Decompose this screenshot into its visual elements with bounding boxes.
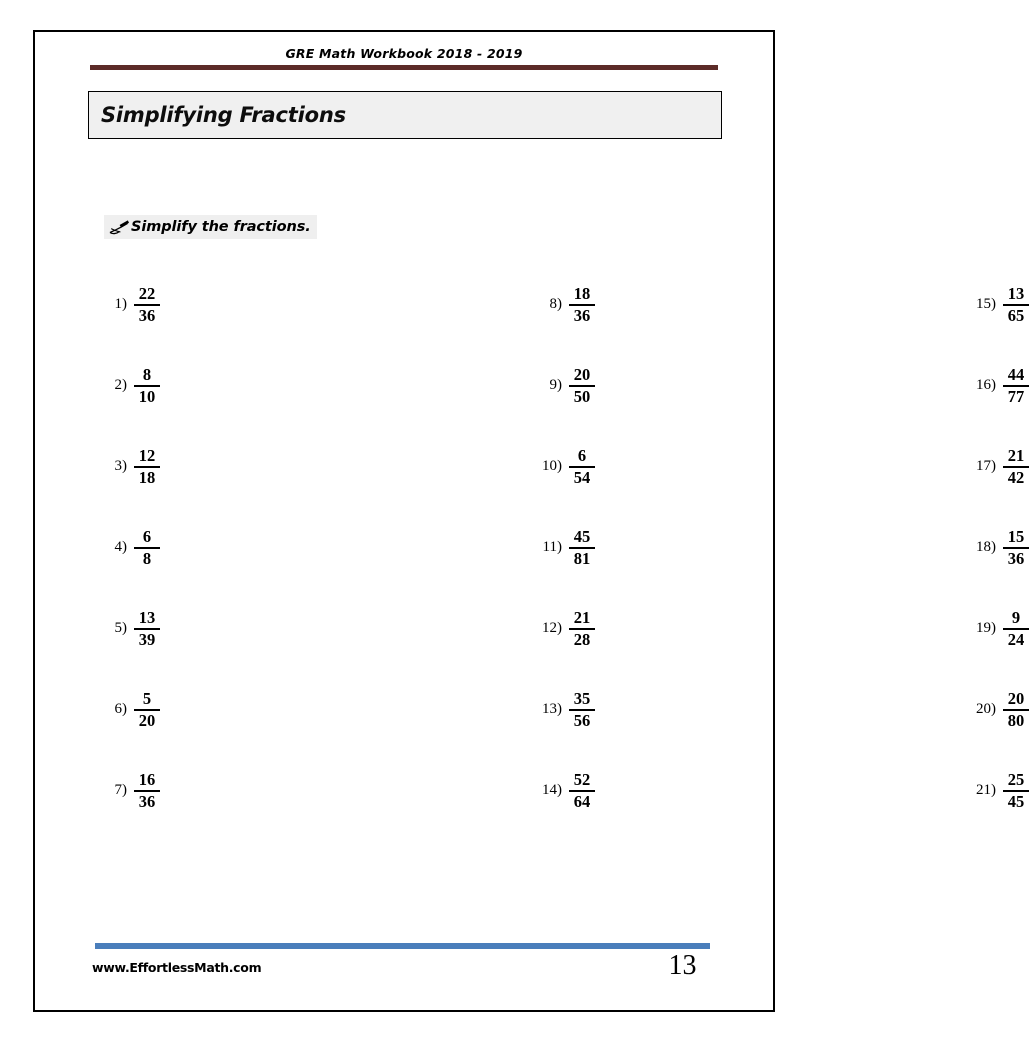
fraction-numerator: 5 <box>142 689 152 709</box>
page-number: 13 <box>668 950 697 981</box>
footer-rule <box>95 943 710 949</box>
problem-item <box>88 507 301 588</box>
fraction-numerator: 15 <box>1007 527 1025 547</box>
header-rule <box>90 65 718 70</box>
fraction-denominator: 28 <box>573 629 591 649</box>
problem-number: 12) <box>542 620 562 636</box>
fraction-denominator: 39 <box>138 629 156 649</box>
fraction-numerator: 6 <box>577 446 587 466</box>
fraction-numerator: 9 <box>1011 608 1021 628</box>
problem-number: 15) <box>976 296 996 312</box>
problems-grid <box>88 264 1025 831</box>
header-title: GRE Math Workbook 2018 - 2019 <box>285 46 523 61</box>
problem-item <box>301 750 591 831</box>
fraction-numerator: 16 <box>138 770 156 790</box>
problem-number: 7) <box>114 782 127 798</box>
fraction-numerator: 22 <box>138 284 156 304</box>
problem-number: 2) <box>114 377 127 393</box>
problem-item <box>301 669 591 750</box>
instruction-text: Simplify the fractions. <box>131 219 311 235</box>
problem-item <box>514 264 1025 345</box>
fraction-denominator: 65 <box>1007 305 1025 325</box>
fraction-numerator: 52 <box>573 770 591 790</box>
problem-number: 11) <box>542 539 562 555</box>
problem-number: 13) <box>542 701 562 717</box>
section-title-box <box>88 91 722 139</box>
fraction <box>134 771 160 809</box>
fraction-numerator: 45 <box>573 527 591 547</box>
fraction <box>134 366 160 404</box>
fraction-denominator: 36 <box>138 305 156 325</box>
problem-number: 19) <box>976 620 996 636</box>
problem-number: 5) <box>114 620 127 636</box>
problem-item <box>88 750 301 831</box>
problem-number: 18) <box>976 539 996 555</box>
problem-number: 20) <box>976 701 996 717</box>
fraction-denominator: 10 <box>138 386 156 406</box>
problem-number: 8) <box>549 296 562 312</box>
problem-item <box>88 669 301 750</box>
fraction-numerator: 13 <box>138 608 156 628</box>
fraction-denominator: 18 <box>138 467 156 487</box>
fraction-numerator: 6 <box>142 527 152 547</box>
fraction-numerator: 21 <box>1007 446 1025 466</box>
problem-number: 16) <box>976 377 996 393</box>
fraction <box>134 609 160 647</box>
problem-item <box>301 507 591 588</box>
problem-item <box>514 750 1025 831</box>
fraction-denominator: 81 <box>573 548 591 568</box>
fraction-denominator: 56 <box>573 710 591 730</box>
problem-item <box>301 426 591 507</box>
fraction-numerator: 20 <box>1007 689 1025 709</box>
fraction-denominator: 77 <box>1007 386 1025 406</box>
problem-column-3 <box>514 264 1025 831</box>
problem-item <box>514 669 1025 750</box>
problem-item <box>88 345 301 426</box>
problem-item <box>514 588 1025 669</box>
problem-number: 14) <box>542 782 562 798</box>
problem-number: 17) <box>976 458 996 474</box>
page-header <box>90 46 718 70</box>
fraction-numerator: 12 <box>138 446 156 466</box>
page-title: Simplifying Fractions <box>101 103 346 127</box>
fraction-numerator: 44 <box>1007 365 1025 385</box>
problem-number: 10) <box>542 458 562 474</box>
fraction-numerator: 35 <box>573 689 591 709</box>
fraction <box>1003 690 1029 728</box>
fraction-numerator: 13 <box>1007 284 1025 304</box>
problem-number: 21) <box>976 782 996 798</box>
instruction-strip <box>104 215 317 239</box>
fraction <box>134 528 160 566</box>
fraction <box>134 690 160 728</box>
problem-item <box>88 264 301 345</box>
fraction <box>1003 447 1029 485</box>
problem-item <box>514 507 1025 588</box>
fraction <box>1003 528 1029 566</box>
fraction <box>134 447 160 485</box>
footer-url[interactable]: www.EffortlessMath.com <box>92 960 262 975</box>
fraction <box>134 285 160 323</box>
fraction-denominator: 36 <box>138 791 156 811</box>
fraction-denominator: 36 <box>1007 548 1025 568</box>
fraction-numerator: 20 <box>573 365 591 385</box>
fraction-denominator: 54 <box>573 467 591 487</box>
problem-number: 4) <box>114 539 127 555</box>
problem-column-1 <box>88 264 301 831</box>
problem-number: 6) <box>114 701 127 717</box>
problem-item <box>301 345 591 426</box>
problem-item <box>88 426 301 507</box>
fraction-numerator: 21 <box>573 608 591 628</box>
problem-item <box>301 264 591 345</box>
fraction-denominator: 8 <box>142 548 152 568</box>
problem-item <box>301 588 591 669</box>
problem-number: 3) <box>114 458 127 474</box>
fraction-denominator: 64 <box>573 791 591 811</box>
fraction <box>1003 771 1029 809</box>
fraction-denominator: 45 <box>1007 791 1025 811</box>
fraction-denominator: 42 <box>1007 467 1025 487</box>
problem-number: 1) <box>114 296 127 312</box>
problem-item <box>514 426 1025 507</box>
fraction-numerator: 18 <box>573 284 591 304</box>
fraction <box>1003 285 1029 323</box>
fraction-denominator: 24 <box>1007 629 1025 649</box>
problem-column-2 <box>301 264 591 831</box>
fraction-denominator: 36 <box>573 305 591 325</box>
fraction <box>1003 366 1029 404</box>
problem-number: 9) <box>549 377 562 393</box>
fraction-denominator: 20 <box>138 710 156 730</box>
fraction-numerator: 8 <box>142 365 152 385</box>
problem-item <box>88 588 301 669</box>
fraction-numerator: 25 <box>1007 770 1025 790</box>
fraction <box>1003 609 1029 647</box>
fraction-denominator: 80 <box>1007 710 1025 730</box>
pencil-icon <box>108 218 130 236</box>
worksheet-page <box>33 30 1025 1012</box>
problem-item <box>514 345 1025 426</box>
fraction-denominator: 50 <box>573 386 591 406</box>
